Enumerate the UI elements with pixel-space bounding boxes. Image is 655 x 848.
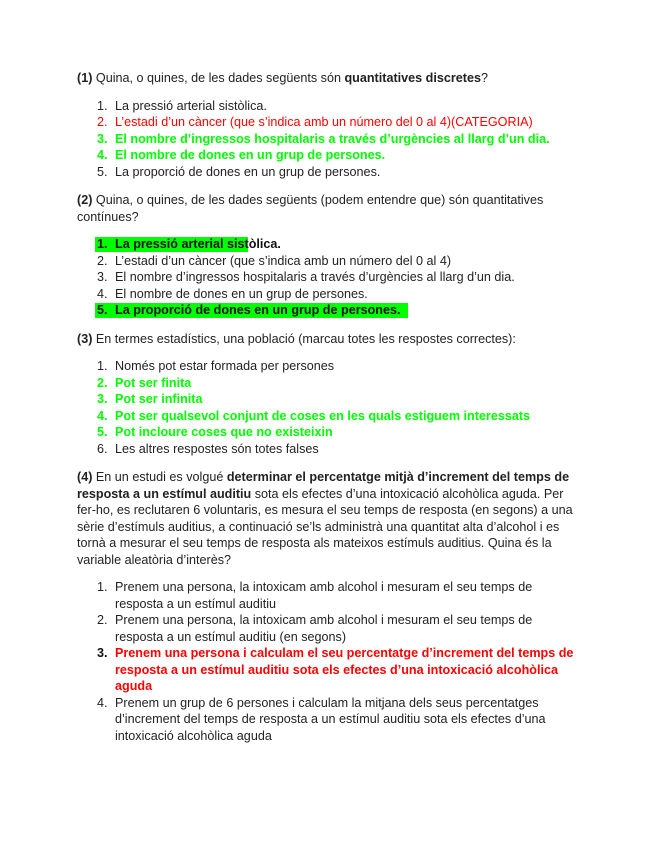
question-4-emphasis: determinar el percentatge mitjà d’increment del temps de resposta a un estímul auditiu	[77, 470, 570, 501]
list-item	[77, 441, 577, 458]
question-4	[77, 469, 577, 568]
list-item	[77, 147, 577, 164]
list-item	[77, 579, 577, 612]
item-text: La pressió arterial sistòlica.	[115, 237, 281, 251]
list-item	[77, 302, 577, 319]
list-item	[77, 358, 577, 375]
question-1-text-b: ?	[480, 71, 488, 85]
item-text: El nombre de dones en un grup de persones.	[115, 286, 368, 301]
question-1	[77, 70, 577, 87]
question-3-options	[77, 358, 577, 457]
item-text: Només pot estar formada per persones	[115, 359, 335, 373]
item-text: Les altres respostes són totes falses	[115, 441, 319, 456]
question-4-label: (4)	[77, 470, 93, 484]
item-number: 6.	[97, 441, 108, 456]
item-number: 1.	[97, 580, 108, 594]
item-number: 4.	[97, 148, 108, 162]
question-4-options	[77, 579, 577, 744]
item-number: 2.	[97, 115, 108, 129]
item-text: Pot ser qualsevol conjunt de coses en les quals estiguem interessats	[115, 408, 531, 423]
item-text: La proporció de dones en un grup de persones.	[115, 164, 381, 179]
item-text: Pot incloure coses que no existeixin	[115, 425, 333, 439]
list-item	[77, 375, 577, 392]
list-item	[77, 645, 577, 695]
item-number: 5.	[97, 425, 108, 439]
item-number: 2.	[97, 613, 108, 627]
item-number: 3.	[97, 270, 108, 284]
item-number: 4.	[97, 408, 108, 423]
list-item	[77, 391, 577, 408]
item-text: El nombre d’ingressos hospitalaris a través d’urgències al llarg d’un dia.	[115, 270, 515, 284]
list-item	[77, 286, 577, 303]
item-text: Pot ser infinita	[115, 392, 203, 406]
question-2	[77, 192, 577, 225]
question-3-label: (3)	[77, 331, 93, 346]
item-number: 1.	[97, 98, 108, 113]
list-item	[77, 408, 577, 425]
item-text: Prenem una persona i calculam el seu percentatge d’increment del temps de resposta a un estímul auditiu sota els efectes d’una intoxicació alcohòlica aguda	[115, 646, 574, 693]
item-text: L’estadi d’un càncer (que s’indica amb un número del 0 al 4)	[115, 253, 452, 268]
item-text: Prenem una persona, la intoxicam amb alcohol i mesuram el seu temps de resposta a un estímul auditiu	[115, 580, 533, 611]
item-text: Prenem un grup de 6 persones i calculam la mitjana dels seus percentatges d’increment del temps de resposta a un estímul auditiu sota els efectes d’una intoxicació alcohòlica aguda	[115, 695, 546, 743]
item-number: 3.	[97, 131, 108, 146]
document-page	[77, 70, 577, 744]
list-item	[77, 424, 577, 441]
item-text: El nombre d’ingressos hospitalaris a través d’urgències al llarg d’un dia.	[115, 131, 550, 146]
list-item	[77, 131, 577, 148]
item-number: 5.	[97, 303, 108, 317]
item-number: 3.	[97, 392, 108, 406]
question-1-options	[77, 98, 577, 181]
item-text: Prenem una persona, la intoxicam amb alcohol i mesuram el seu temps de resposta a un estímul auditiu (en segons)	[115, 613, 533, 644]
question-3	[77, 331, 577, 348]
question-3-text: En termes estadístics, una població (marcau totes les respostes correctes):	[92, 331, 516, 346]
item-number: 1.	[97, 237, 108, 251]
item-number: 5.	[97, 164, 108, 179]
question-2-label: (2)	[77, 193, 93, 207]
question-1-text-a: Quina, o quines, de les dades següents són	[92, 71, 345, 85]
list-item	[77, 164, 577, 181]
question-4-text-b: sota els efectes d’una intoxicació alcohòlica aguda. Per fer-ho, es reclutaren 6 voluntaris, es mesura el seu temps de resposta (en segons) a una sèrie d’estímuls auditius, a continuació se’ls administrà una quantitat alta d’alcohol i es tornà a mesurar el seu temps de resposta als mateixos estímuls auditius. Quina és la variable aleatòria d’interès?	[77, 486, 573, 567]
item-text: La pressió arterial sistòlica.	[115, 98, 267, 113]
question-1-label: (1)	[77, 71, 93, 85]
item-text: El nombre de dones en un grup de persones.	[115, 148, 386, 162]
item-number: 1.	[97, 359, 108, 373]
list-item	[77, 236, 577, 253]
list-item	[77, 695, 577, 745]
item-text: Pot ser finita	[115, 375, 192, 390]
list-item	[77, 253, 577, 270]
list-item	[77, 114, 577, 131]
question-1-emphasis: quantitatives discretes	[344, 71, 481, 85]
item-number: 3.	[97, 646, 108, 660]
list-item	[77, 98, 577, 115]
question-2-text: Quina, o quines, de les dades següents (podem entendre que) són quantitatives contínues?	[77, 193, 544, 224]
item-number: 4.	[97, 286, 108, 301]
question-4-text-a: En un estudi es volgué	[92, 470, 227, 484]
list-item	[77, 612, 577, 645]
item-text: L’estadi d’un càncer (que s’indica amb un número del 0 al 4)(CATEGORIA)	[115, 115, 533, 129]
list-item	[77, 269, 577, 286]
item-number: 2.	[97, 253, 108, 268]
item-number: 4.	[97, 695, 108, 710]
item-text: La proporció de dones en un grup de persones.	[115, 303, 401, 317]
question-2-options	[77, 236, 577, 319]
item-number: 2.	[97, 375, 108, 390]
